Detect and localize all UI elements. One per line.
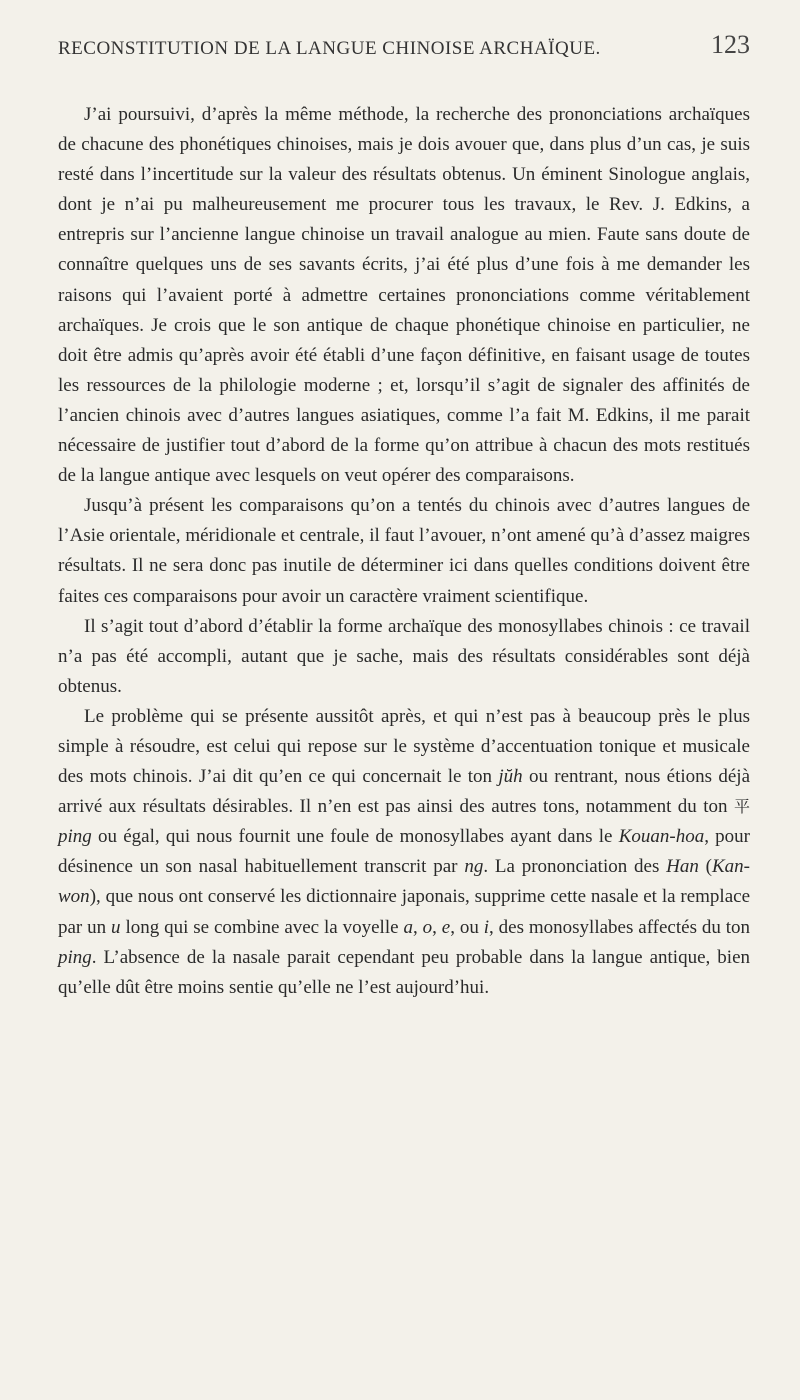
paragraph-1: [58, 100, 750, 491]
italic-term: ng: [464, 856, 484, 878]
text-run: (: [698, 856, 712, 878]
paragraph-4: [58, 702, 750, 1003]
text-run: . L’absence de la nasale parait cependant peu probable dans la langue antique, bien qu’elle dût être moins sentie qu’elle ne l’est aujourd’hui.: [58, 946, 750, 998]
text-run: J’ai poursuivi, d’après la même méthode, la recherche des prononciations archaïques de chacune des phonétiques chinoises, mais je dois avouer que, dans plus d’un cas, je suis resté dans l’incertitude sur la valeur des résultats obtenus. Un éminent Sinologue anglais, dont je n’ai pu malheureusement me procurer tous les travaux, le Rev. J. Edkins, a entrepris sur l’ancienne langue chinoise un travail analogue au mien. Faute sans doute de connaître quelques uns de ses savants écrits, j’ai été plus d’une fois à me demander les raisons qui l’avaient porté à admettre certaines prononciations comme véritablement archaïques. Je crois que le son antique de chaque phonétique chinoise en particulier, ne doit être admis qu’après avoir été établi d’une façon définitive, en faisant usage de toutes les ressources de la philologie moderne ; et, lorsqu’il s’agit de signaler des affinités de l’ancien chinois avec d’autres langues asiatiques, comme l’a fait M. Edkins, il me parait nécessaire de justifier tout d’abord de la forme qu’on attribue à chacun des mots restitués de la langue antique avec lesquels on veut opérer des comparaisons.: [58, 104, 750, 487]
italic-term: ping: [58, 946, 92, 968]
italic-term: o: [422, 916, 433, 938]
italic-term: u: [111, 916, 121, 938]
italic-term: Kan-won: [58, 856, 750, 908]
text-run: , ou: [450, 916, 484, 938]
text-run: ,: [432, 916, 442, 938]
text-run: . La prononciation des: [483, 856, 667, 878]
chinese-character: 平: [733, 797, 750, 817]
text-run: Il s’agit tout d’abord d’établir la forme archaïque des monosyllabes chinois : ce travail n’a pas été accompli, autant que je sache, mais des résultats considérables sont déjà obtenus.: [58, 615, 750, 697]
italic-term: i: [483, 916, 490, 938]
italic-term: Kouan-hoa: [618, 826, 705, 848]
text-run: long qui se combine avec la voyelle: [120, 916, 404, 938]
text-run: ,: [412, 916, 423, 938]
italic-term: a: [403, 916, 413, 938]
text-run: Le problème qui se présente aussitôt après, et qui n’est pas à beaucoup près le plus simple à résoudre, est celui qui repose sur le système d’accentuation tonique et musicale des mots chinois. J’ai dit qu’en ce qui concernait le ton: [58, 705, 750, 788]
text-run: ou rentrant, nous étions déjà arrivé aux résultats désirables. Il n’en est pas ainsi des autres tons, notamment du ton: [58, 766, 750, 818]
running-title: RECONSTITUTION DE LA LANGUE CHINOISE ARCHAÏQUE.: [58, 38, 601, 59]
italic-term: jŭh: [498, 766, 523, 788]
paragraph-3: [58, 612, 750, 702]
text-run: Jusqu’à présent les comparaisons qu’on a tentés du chinois avec d’autres langues de l’Asie orientale, méridionale et centrale, il faut l’avouer, n’ont amené qu’à d’assez maigres résultats. Il ne sera donc pas inutile de déterminer ici dans quelles conditions doivent être faites ces comparaisons pour avoir un caractère vraiment scientifique.: [58, 495, 750, 607]
paragraph-2: [58, 491, 750, 611]
text-run: , des monosyllabes affectés du ton: [489, 916, 751, 938]
italic-term: ping: [58, 826, 92, 848]
page-number: 123: [711, 30, 750, 59]
text-run: , pour désinence un son nasal habituellement transcrit par: [58, 826, 750, 878]
text-run: ), que nous ont conservé les dictionnaire japonais, supprime cette nasale et la remplace par un: [58, 886, 750, 938]
running-head: [58, 30, 750, 82]
italic-term: Han: [666, 856, 699, 878]
italic-term: e: [441, 916, 451, 938]
text-run: ou égal, qui nous fournit une foule de monosyllabes ayant dans le: [91, 826, 619, 848]
body-text: [58, 100, 750, 1003]
